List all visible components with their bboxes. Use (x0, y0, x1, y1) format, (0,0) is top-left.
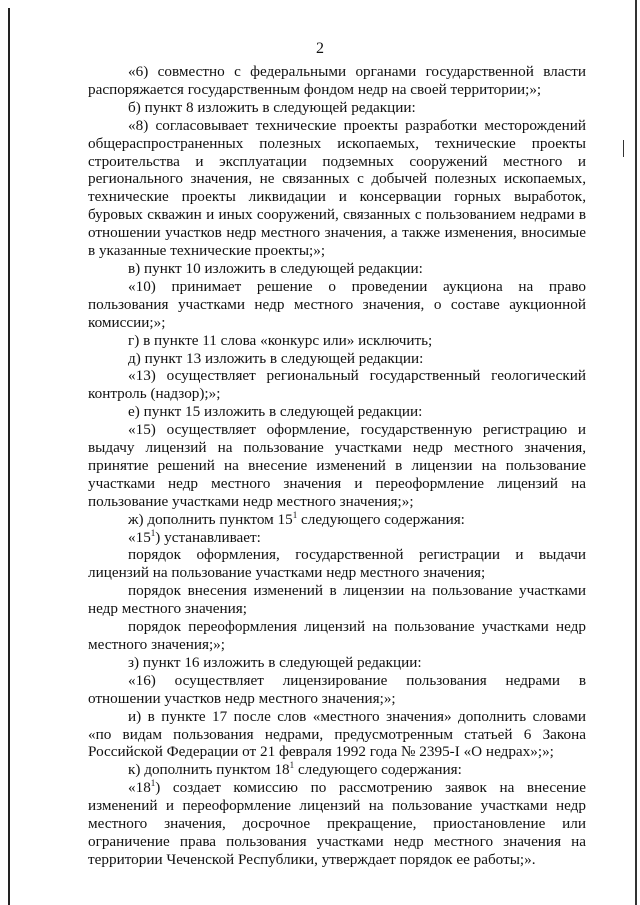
paragraph-text: следующего содержания: (294, 761, 462, 779)
paragraph: «8) согласовывает технические проекты разработки месторождений общераспространенных полезных ископаемых, технические проекты строительства и эксплуатации подземных сооружений местного и регионального значения, не связанных с добычей полезных ископаемых, технические проекты ликвидации и консервации горных выработок, буровых скважин и иных сооружений, связанных с пользованием недрами в отношении участков недр местного значения, а также изменения, вносимые в указанные технические проекты;»; (88, 116, 586, 260)
paragraph-text: «18 (128, 779, 151, 797)
paragraph-text: ) устанавливает: (155, 528, 261, 546)
paragraph (88, 779, 586, 869)
paragraph: е) пункт 15 изложить в следующей редакции: (128, 403, 423, 421)
paragraph: д) пункт 13 изложить в следующей редакции: (128, 349, 424, 367)
paragraph: и) в пункте 17 после слов «местного значения» дополнить словами «по видам пользования недрами, предусмотренным статьей 6 Закона Российской Федерации от 21 февраля 1992 года № 2395-I «О недрах»;»; (88, 707, 586, 761)
paragraph-text: к) дополнить пунктом 18 (128, 761, 290, 779)
superscript: 1 (150, 778, 156, 789)
scan-edge-left (8, 8, 10, 905)
paragraph-text: ) создает комиссию по рассмотрению заявок на внесение изменений и переоформление лицензий на пользование участками недр местного значения, досрочное прекращение, приостановление или ограничение права пользования участками недр местного значения на территории Чеченской Республики, утверждает порядок ее работы;». (88, 779, 586, 868)
paragraph: в) пункт 10 изложить в следующей редакции: (128, 259, 423, 277)
document-body (88, 63, 586, 869)
paragraph: «16) осуществляет лицензирование пользования недрами в отношении участков недр местного значения;»; (88, 671, 586, 707)
paragraph: «6) совместно с федеральными органами государственной власти распоряжается государственным фондом недр на своей территории;»; (88, 63, 586, 98)
paragraph: порядок оформления, государственной регистрации и выдачи лицензий на пользование участками недр местного значения; (88, 546, 586, 582)
paragraph: г) в пункте 11 слова «конкурс или» исключить; (128, 331, 433, 349)
paragraph-text: ж) дополнить пунктом 15 (128, 510, 293, 528)
paragraph-text: следующего содержания: (297, 510, 465, 528)
paragraph: «13) осуществляет региональный государственный геологический контроль (надзор);»; (88, 367, 586, 403)
superscript: 1 (150, 527, 156, 538)
paragraph: порядок внесения изменений в лицензии на пользование участками недр местного значения; (88, 582, 586, 618)
paragraph-text: «15 (128, 528, 151, 546)
page-number: 2 (316, 40, 324, 57)
paragraph: з) пункт 16 изложить в следующей редакции: (128, 653, 422, 671)
paragraph: б) пункт 8 изложить в следующей редакции: (128, 98, 416, 116)
paragraph: порядок переоформления лицензий на пользование участками недр местного значения;»; (88, 618, 586, 653)
margin-mark (623, 140, 624, 157)
paragraph (88, 529, 586, 547)
paragraph: «15) осуществляет оформление, государственную регистрацию и выдачу лицензий на пользование участками недр местного значения, принятие решений на внесение изменений в лицензии на пользование участками недр местного значения и переоформление лицензий на пользование участками недр местного значения;»; (88, 421, 586, 510)
scan-edge-right (635, 0, 637, 905)
superscript: 1 (289, 760, 295, 771)
superscript: 1 (292, 509, 298, 520)
paragraph (88, 511, 586, 529)
paragraph (88, 761, 586, 779)
paragraph: «10) принимает решение о проведении аукциона на право пользования участками недр местного значения, о составе аукционной комиссии;»; (88, 277, 586, 331)
